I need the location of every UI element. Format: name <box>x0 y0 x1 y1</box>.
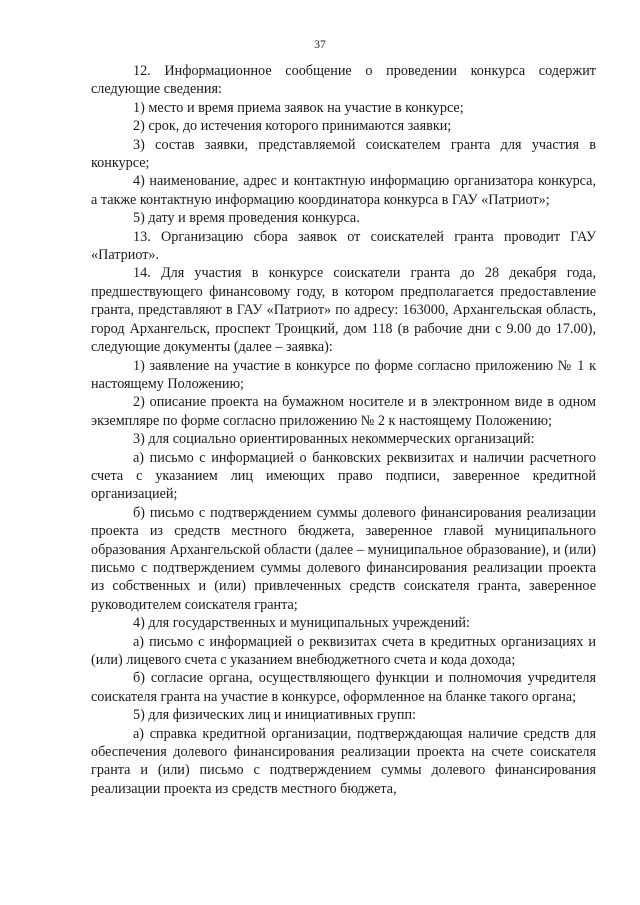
list-item-14-3-b: б) письмо с подтверждением суммы долевого финансирования реализации проекта из средств местного бюджета, заверенное главой муниципального образования Архангельской области (далее – муниципальное образование), и (или) письмо с подтверждением суммы долевого финансирования реализации проекта из собственных и (или) привлеченных средств соискателя гранта, заверенное руководителем соискателя гранта; <box>91 504 596 613</box>
page-number: 37 <box>314 39 326 51</box>
list-item-14-4-b: б) согласие органа, осуществляющего функции и полномочия учредителя соискателя гранта на участие в конкурсе, оформленное на бланке такого органа; <box>91 670 596 705</box>
paragraph-13: 13. Организацию сбора заявок от соискателей гранта проводит ГАУ «Патриот». <box>91 228 596 264</box>
list-item-12-2: 2) срок, до истечения которого принимаются заявки; <box>133 118 452 135</box>
list-item-12-5: 5) дату и время проведения конкурса. <box>133 210 360 227</box>
list-item-14-5-a: а) справка кредитной организации, подтверждающая наличие средств для обеспечения долевого финансирования реализации проекта на счете соискателя гранта и (или) письмо с подтверждением суммы долевого финансирования реализации проекта из средств местного бюджета, <box>91 725 596 797</box>
list-item-14-4: 4) для государственных и муниципальных учреждений: <box>133 615 470 632</box>
list-item-14-5: 5) для физических лиц и инициативных групп: <box>133 707 416 724</box>
list-item-14-1: 1) заявление на участие в конкурсе по форме согласно приложению № 1 к настоящему Положению; <box>91 357 596 392</box>
paragraph-12: 12. Информационное сообщение о проведении конкурса содержит следующие сведения: <box>91 63 596 98</box>
document-body <box>91 62 596 798</box>
list-item-14-2: 2) описание проекта на бумажном носителе и в электронном виде в одном экземпляре по форме согласно приложению № 2 к настоящему Положению; <box>91 394 596 429</box>
list-item-12-1: 1) место и время приема заявок на участие в конкурсе; <box>133 99 464 116</box>
list-item-12-4: 4) наименование, адрес и контактную информацию организатора конкурса, а также контактную информацию координатора конкурса в ГАУ «Патриот»; <box>91 173 596 208</box>
list-item-14-4-a: а) письмо с информацией о реквизитах счета в кредитных организациях и (или) лицевого счета с указанием внебюджетного счета и кода дохода; <box>91 633 596 668</box>
paragraph-14: 14. Для участия в конкурсе соискатели гранта до 28 декабря года, предшествующего финансовому году, в котором предполагается предоставление гранта, представляют в ГАУ «Патриот» по адресу: 163000, Архангельская область, город Архангельск, проспект Троицкий, дом 118 (в рабочие дни с 9.00 до 17.00), следующие документы (далее – заявка): <box>91 265 596 356</box>
list-item-14-3: 3) для социально ориентированных некоммерческих организаций: <box>133 431 535 448</box>
list-item-14-3-a: а) письмо с информацией о банковских реквизитах и наличии расчетного счета с указанием лиц имеющих право подписи, заверенное кредитной организацией; <box>91 449 596 503</box>
list-item-12-3: 3) состав заявки, представляемой соискателем гранта для участия в конкурсе; <box>91 136 596 172</box>
